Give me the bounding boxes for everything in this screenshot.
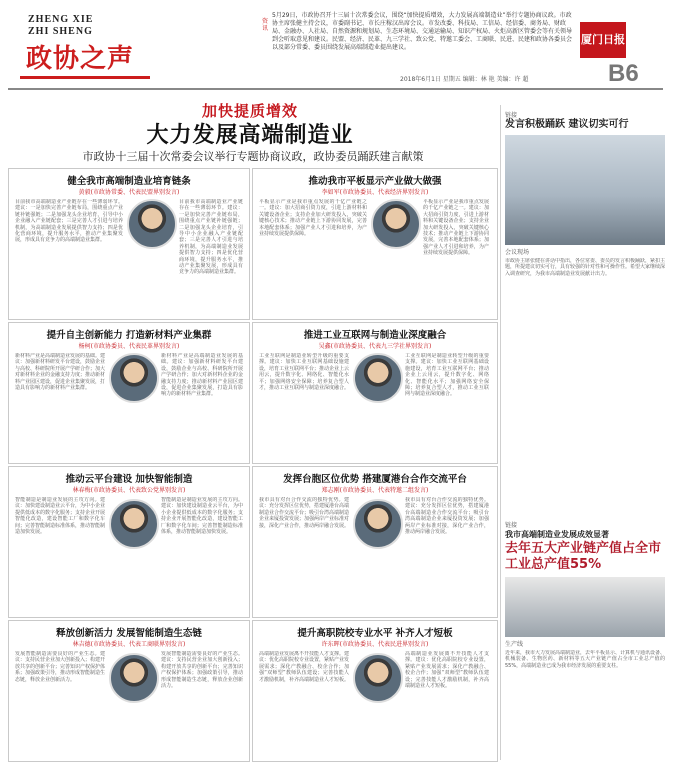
sidebar-kicker: 链接 <box>505 112 518 119</box>
article-section <box>252 168 498 320</box>
column-logo <box>10 6 150 88</box>
section-title: 提升高职院校专业水平 补齐人才短板 <box>297 628 453 639</box>
article-section <box>8 620 250 762</box>
kicker: 加快提质增效 <box>201 102 298 120</box>
article-section <box>8 322 250 464</box>
article-section <box>252 322 498 464</box>
sidebar-text: 近年来，我市大力发展高端制造业，去年平板显示、计算机与通讯设备、机械装备、生物医药、新材料等五大产业链产值占全市工业总产值的55%，高端制造业已成为我市经济发展的重要支柱。 <box>505 650 665 669</box>
section-title: 发挥台胞区位优势 搭建厦港台合作交流平台 <box>283 474 467 485</box>
section-text: 高端制造业发展离不开技能人才支撑。建议：优化高职院校专业设置，紧贴产业发展需求；深化产教融合、校企合作；加强“双师型”教师队伍建设；完善技能人才激励机制，补齐高端制造业人才短板。 <box>259 651 349 683</box>
meeting-photo <box>505 135 665 245</box>
section-text: 高端制造业发展离不开技能人才支撑。建议：优化高职院校专业设置，紧贴产业发展需求；深化产教融合、校企合作；加强“双师型”教师队伍建设；完善技能人才激励机制，补齐高端制造业人才短板。 <box>405 651 489 690</box>
article-section <box>252 466 498 618</box>
article-section <box>8 466 250 618</box>
section-text: 我市具有对台合作交流的独特优势。建议：充分发挥区位优势，搭建厦港台高端制造业合作交流平台；吸引台湾高端制造企业来厦投资发展；加强两岸产业标准对接，深化产业合作，推动两岸融合发展。 <box>405 497 489 536</box>
subhead: 市政协十三届十次常委会议举行专题协商议政，政协委员踊跃建言献策 <box>82 150 424 163</box>
section-title: 推动我市平板显示产业做大做强 <box>308 176 442 187</box>
sidebar <box>505 110 665 726</box>
sidebar-headline: 我市高端制造业发展成效显著 <box>505 530 609 539</box>
section-byline: 杨柯(市政协委员、代表民革界别发言) <box>78 343 180 350</box>
speaker-photo <box>109 653 159 703</box>
header-rule <box>8 88 663 90</box>
section-byline: 林吉德(市政协委员、代表工商联界别发言) <box>72 641 186 648</box>
speaker-photo <box>371 199 421 249</box>
section-text: 平板显示产业是我市重点发展的千亿产业链之一。建议：加大招商引资力度，引进上游材料和关键设备企业；支持企业加大研发投入，突破关键核心技术；推动产业链上下游协同发展，完善本地配套体系；加强产业人才引进和培养，为产业持续发展提供保障。 <box>259 199 367 238</box>
section-title: 推进工业互联网与制造业深度融合 <box>303 330 447 341</box>
column-separator <box>500 105 501 760</box>
article-section <box>252 620 498 762</box>
article-section <box>8 168 250 320</box>
section-title: 推动云平台建设 加快智能制造 <box>65 474 193 485</box>
speaker-photo <box>353 653 403 703</box>
section-text: 新材料产业是高端制造业发展的基础。建议：加强新材料研发平台建设，鼓励企业与高校、科研院所开展产学研合作；加大对新材料企业的金融支持力度；推动新材料产业园区建设，促进企业集聚发展，打造具有影响力的新材料产业集群。 <box>161 353 243 398</box>
dateline: 2018年6月1日 星期五 编辑：林 艳 美编：许 超 <box>400 76 529 83</box>
section-text: 新材料产业是高端制造业发展的基础。建议：加强新材料研发平台建设，鼓励企业与高校、科研院所开展产学研合作；加大对新材料企业的金融支持力度；推动新材料产业园区建设，促进企业集聚发展，打造具有影响力的新材料产业集群。 <box>15 353 105 392</box>
photo-caption: 会议现场 <box>505 249 530 256</box>
section-text: 平板显示产业是我市重点发展的千亿产业链之一。建议：加大招商引资力度，引进上游材料和关键设备企业；支持企业加大研发投入，突破关键核心技术；推动产业链上下游协同发展，完善本地配套体系；加强产业人才引进和培养，为产业持续发展提供保障。 <box>423 199 489 257</box>
pinyin-line-1: ZHENG XIE <box>28 14 94 25</box>
newspaper-seal: 厦门日报 <box>580 22 626 58</box>
intro-tag: 资讯 <box>262 18 269 32</box>
section-text: 工业互联网是制造业转型升级的重要支撑。建议：加快工业互联网基础设施建设，培育工业互联网平台；推动企业上云用云，提升数字化、网络化、智能化水平；加强网络安全保障；培养复合型人才，推动工业互联网与制造业深度融合。 <box>259 353 349 392</box>
page-header <box>0 0 673 92</box>
sidebar-text: 市政协主席张健在讲话中指出，各位常委、委员的发言积极踊跃，紧扣主题，所提建议切实可行，具有较强的针对性和可操作性。希望大家继续深入调查研究，为我市高端制造业发展献计出力。 <box>505 258 665 277</box>
intro-text: 5月29日，市政协召开十三届十次常委会议，围绕“加快提质增效，大力发展高端制造业”举行专题协商议政。市政协主席张健主持会议，市委副书记、市长庄稼汉出席会议。市发改委、科技局、工信局、经信委、商务局、财政局、金融办、人社局、自然资源和规划局、生态环境局、交通运输局、知识产权局、火炬高新区管委会等有关领导到会听取意见和建议。民盟、经济、民革、九三学社、致公党、特邀工委会、工商联、民进、民建和政协各委员会以及部分常委、委员围绕发展高端制造业提出建议。 <box>272 12 573 51</box>
factory-photo <box>505 577 665 637</box>
sidebar-kicker: 链接 <box>505 522 518 529</box>
section-title: 健全我市高端制造业培育链条 <box>67 176 191 187</box>
logo-divider <box>20 76 150 79</box>
section-text: 智能制造是制造业发展的主攻方向。建议：加快建设制造业云平台，为中小企业提供低成本的数字化服务；支持企业开展智能化改造，建设智能工厂和数字化车间；完善智能制造标准体系，推动智能制造加快发展。 <box>15 497 105 536</box>
sidebar-headline: 发言积极踊跃 建议切实可行 <box>505 119 629 130</box>
speaker-photo <box>353 353 403 403</box>
section-text: 发展智能制造需要良好的产业生态。建议：支持民营企业加大创新投入；构建开放共享的创新平台；完善知识产权保护体系；加强政策引导，推动形成智能制造生态链，释放企业创新活力。 <box>161 651 243 690</box>
section-byline: 吴鑫(市政协委员、代表九三学社界别发言) <box>318 343 432 350</box>
speaker-photo <box>109 353 159 403</box>
column-name: 政协之声 <box>26 44 135 74</box>
section-text: 工业互联网是制造业转型升级的重要支撑。建议：加快工业互联网基础设施建设，培育工业互联网平台；推动企业上云用云，提升数字化、网络化、智能化水平；加强网络安全保障；培养复合型人才，推动工业互联网与制造业深度融合。 <box>405 353 489 398</box>
speaker-photo <box>353 499 403 549</box>
photo-caption: 生产线 <box>505 641 524 648</box>
section-byline: 李如军(市政协委员、代表经济界别发言) <box>321 189 429 196</box>
section-title: 释放创新活力 发展智能制造生态链 <box>56 628 202 639</box>
sidebar-headline-2: 去年五大产业链产值占全市工业总产值55% <box>505 541 662 572</box>
speaker-photo <box>127 199 177 249</box>
section-title: 提升自主创新能力 打造新材料产业集群 <box>46 330 212 341</box>
section-byline: 林春梅(市政协委员、代表致公党界别发言) <box>72 487 186 494</box>
section-text: 智能制造是制造业发展的主攻方向。建议：加快建设制造业云平台，为中小企业提供低成本的数字化服务；支持企业开展智能化改造，建设智能工厂和数字化车间；完善智能制造标准体系，推动智能制造加快发展。 <box>161 497 243 536</box>
section-byline: 郑志刚(市政协委员、代表特邀二组发言) <box>321 487 429 494</box>
pinyin-line-2: ZHI SHENG <box>28 26 93 37</box>
page-number: B6 <box>608 60 639 87</box>
section-text: 我市具有对台合作交流的独特优势。建议：充分发挥区位优势，搭建厦港台高端制造业合作交流平台；吸引台湾高端制造企业来厦投资发展；加强两岸产业标准对接，深化产业合作，推动两岸融合发展。 <box>259 497 349 529</box>
section-text: 发展智能制造需要良好的产业生态。建议：支持民营企业加大创新投入；构建开放共享的创新平台；完善知识产权保护体系；加强政策引导，推动形成智能制造生态链，释放企业创新活力。 <box>15 651 105 683</box>
section-byline: 黄毅(市政协常委、代表民盟界别发言) <box>78 189 180 196</box>
section-text: 目前我市高端制造业产业链存在一些薄弱环节。建议：一是加快完善产业链布局，围绕重点产业链补链强链；二是加强龙头企业培育，引导中小企业融入产业链配套；三是完善人才引进与培养机制，为高端制造业发展提供智力支持；四是优化营商环境，提升服务水平，推动产业集聚发展，形成具有竞争力的高端制造业集群。 <box>15 199 123 244</box>
section-text: 目前我市高端制造业产业链存在一些薄弱环节。建议：一是加快完善产业链布局，围绕重点产业链补链强链；二是加强龙头企业培育，引导中小企业融入产业链配套；三是完善人才引进与培养机制，为高端制造业发展提供智力支持；四是优化营商环境，提升服务水平，推动产业集聚发展，形成具有竞争力的高端制造业集群。 <box>179 199 243 276</box>
speaker-photo <box>109 499 159 549</box>
headline: 大力发展高端制造业 <box>146 123 354 148</box>
section-byline: 许东晖(市政协委员、代表民进界别发言) <box>321 641 429 648</box>
